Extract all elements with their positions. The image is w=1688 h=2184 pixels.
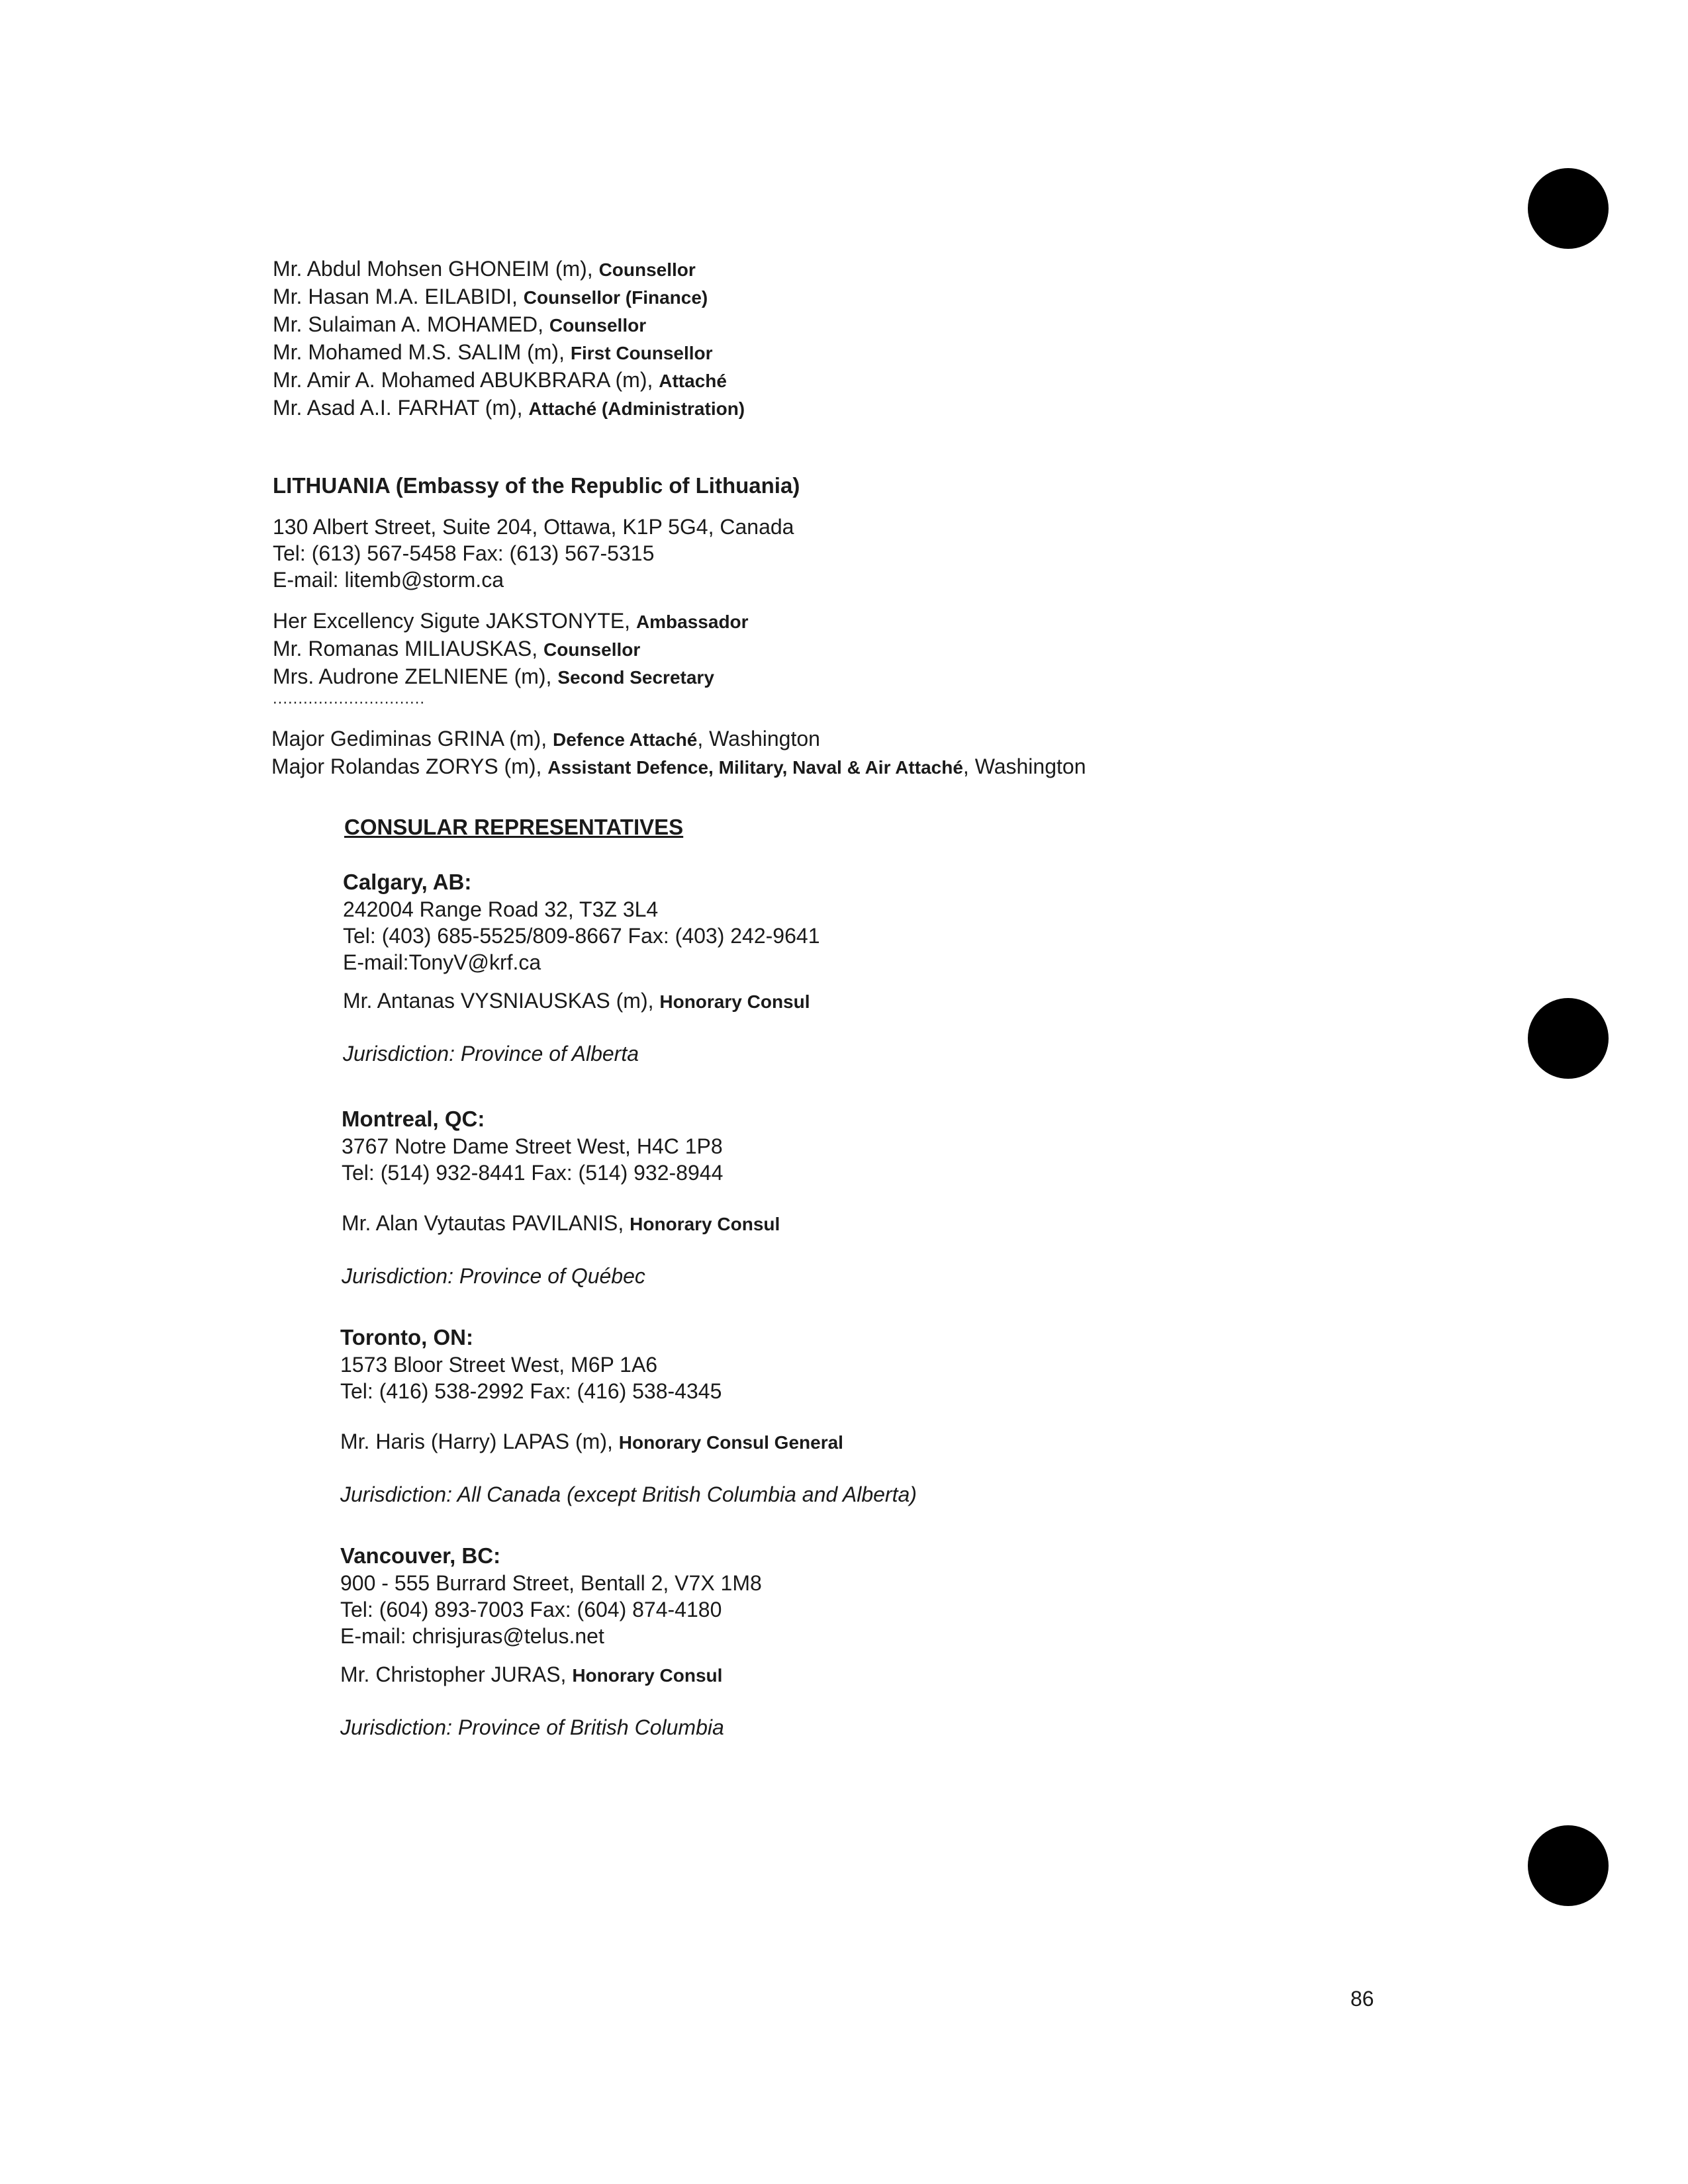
consulate-montreal [342, 1105, 780, 1289]
tel-fax-line: Tel: (604) 893-7003 Fax: (604) 874-4180 [340, 1598, 722, 1621]
staff-entry: Mr. Abdul Mohsen GHONEIM (m), Counsellor [273, 257, 696, 281]
staff-entry: Mr. Romanas MILIAUSKAS, Counsellor [273, 637, 641, 660]
page-number: 86 [1350, 1987, 1374, 2011]
city-heading: Calgary, AB: [343, 870, 472, 894]
address-line: 1573 Bloor Street West, M6P 1A6 [340, 1353, 658, 1377]
country-heading: LITHUANIA (Embassy of the Republic of Lithuania) [273, 473, 800, 498]
punch-hole-middle [1528, 998, 1609, 1079]
email-line: E-mail: chrisjuras@telus.net [340, 1624, 604, 1648]
consul-entry: Mr. Antanas VYSNIAUSKAS (m), Honorary Consul [343, 989, 810, 1013]
punch-hole-top [1528, 168, 1609, 249]
separator-dots: .............................. [273, 690, 426, 707]
tel-fax-line: Tel: (403) 685-5525/809-8667 Fax: (403) 242-9641 [343, 924, 820, 948]
email-line: E-mail: litemb@storm.ca [273, 568, 504, 592]
staff-entry: Major Gediminas GRINA (m), Defence Attaché, Washington [271, 727, 820, 751]
staff-entry: Mr. Sulaiman A. MOHAMED, Counsellor [273, 312, 647, 336]
consul-entry: Mr. Alan Vytautas PAVILANIS, Honorary Consul [342, 1211, 780, 1235]
consul-entry: Mr. Christopher JURAS, Honorary Consul [340, 1662, 723, 1686]
tel-fax-line: Tel: (514) 932-8441 Fax: (514) 932-8944 [342, 1161, 724, 1185]
consulate-toronto [340, 1324, 917, 1508]
staff-entry: Her Excellency Sigute JAKSTONYTE, Ambassador [273, 609, 749, 633]
city-heading: Vancouver, BC: [340, 1543, 501, 1568]
consul-entry: Mr. Haris (Harry) LAPAS (m), Honorary Consul General [340, 1430, 843, 1453]
staff-entry: Mr. Hasan M.A. EILABIDI, Counsellor (Finance) [273, 285, 708, 308]
jurisdiction: Jurisdiction: Province of Alberta [343, 1042, 639, 1066]
tel-fax-line: Tel: (613) 567-5458 Fax: (613) 567-5315 [273, 541, 655, 565]
address-line: 900 - 555 Burrard Street, Bentall 2, V7X 1M8 [340, 1571, 762, 1595]
consular-heading: CONSULAR REPRESENTATIVES [344, 815, 684, 839]
staff-entry: Mr. Amir A. Mohamed ABUKBRARA (m), Attaché [273, 368, 727, 392]
punch-hole-bottom [1528, 1825, 1609, 1906]
address-line: 3767 Notre Dame Street West, H4C 1P8 [342, 1134, 723, 1158]
jurisdiction: Jurisdiction: Province of Québec [342, 1264, 645, 1288]
consulate-vancouver [340, 1542, 762, 1741]
libya-staff-list [273, 255, 745, 422]
address-line: 130 Albert Street, Suite 204, Ottawa, K1P 5G4, Canada [273, 515, 794, 539]
staff-entry: Mr. Mohamed M.S. SALIM (m), First Counsellor [273, 340, 713, 364]
staff-entry: Major Rolandas ZORYS (m), Assistant Defence, Military, Naval & Air Attaché, Washington [271, 754, 1086, 778]
city-heading: Montreal, QC: [342, 1107, 485, 1131]
tel-fax-line: Tel: (416) 538-2992 Fax: (416) 538-4345 [340, 1379, 722, 1403]
address-line: 242004 Range Road 32, T3Z 3L4 [343, 897, 659, 921]
staff-entry: Mrs. Audrone ZELNIENE (m), Second Secretary [273, 664, 714, 688]
jurisdiction: Jurisdiction: Province of British Columbia [340, 1715, 724, 1739]
email-line: E-mail:TonyV@krf.ca [343, 950, 541, 974]
city-heading: Toronto, ON: [340, 1325, 473, 1349]
jurisdiction: Jurisdiction: All Canada (except British Columbia and Alberta) [340, 1482, 917, 1506]
consulate-calgary [343, 868, 820, 1067]
lithuania-staff-list [273, 608, 749, 691]
defence-attache-list [271, 725, 1086, 781]
embassy-address [273, 514, 794, 593]
staff-entry: Mr. Asad A.I. FARHAT (m), Attaché (Administration) [273, 396, 745, 420]
